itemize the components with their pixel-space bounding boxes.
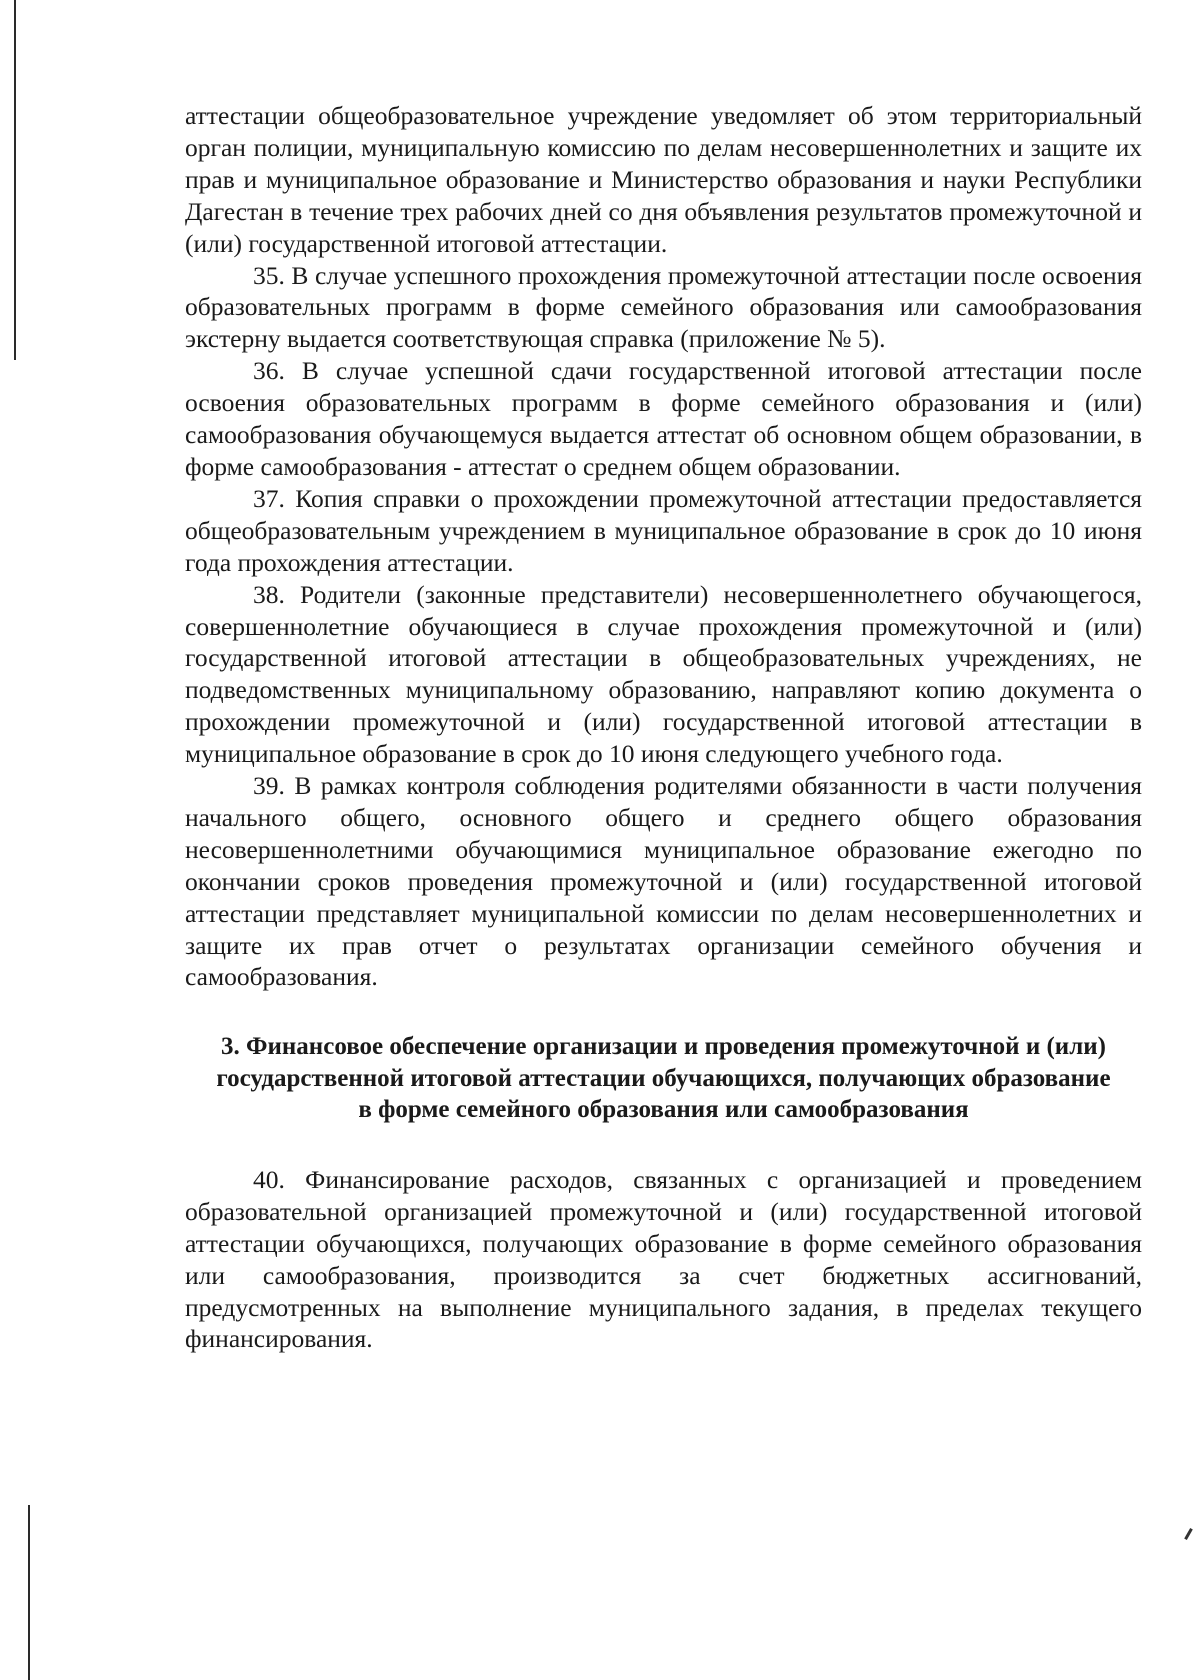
paragraph-40: 40. Финансирование расходов, связанных с организацией и проведением образовательной организацией промежуточной и (или) государственной итоговой аттестации обучающихся, получающих образование в форме семейного образования или самообразования, производится за счет бюджетных ассигнований, предусмотренных на выполнение муниципального задания, в пределах текущего финансирования. — [185, 1164, 1142, 1354]
section-heading: 3. Финансовое обеспечение организации и проведения промежуточной и (или) государственной итоговой аттестации обучающихся, получающих образование в форме семейного образования или самообразования — [216, 1033, 1111, 1124]
scan-edge-line-bottom — [28, 1505, 30, 1680]
paragraph-36: 36. В случае успешной сдачи государственной итоговой аттестации после освоения образовательных программ в форме семейного образования и (или) самообразования обучающемуся выдается аттестат об основном общем образовании, в форме самообразования - аттестат о среднем общем образовании. — [185, 356, 1142, 481]
scan-edge-line-top — [14, 0, 16, 360]
paragraph-39: 39. В рамках контроля соблюдения родителями обязанности в части получения начального общего, основного общего и среднего общего образования несовершеннолетними обучающимися муниципальное образование ежегодно по окончании сроков проведения промежуточной и (или) государственной итоговой аттестации представляет муниципальной комиссии по делам несовершеннолетних и защите их прав отчет о результатах организации семейного обучения и самообразования. — [185, 771, 1142, 992]
paragraph-continuation: аттестации общеобразовательное учреждение уведомляет об этом территориальный орган полиции, муниципальную комиссию по делам несовершеннолетних и защите их прав и муниципальное образование и Министерство образования и науки Республики Дагестан в течение трех рабочих дней со дня объявления результатов промежуточной и (или) государственной итоговой аттестации. — [185, 101, 1142, 258]
document-body — [185, 100, 1142, 1355]
scan-mark — [1184, 1528, 1193, 1540]
paragraph-37: 37. Копия справки о прохождении промежуточной аттестации предоставляется общеобразовательным учреждением в муниципальное образование в срок до 10 июня года прохождения аттестации. — [185, 483, 1142, 577]
paragraph-35: 35. В случае успешного прохождения промежуточной аттестации после освоения образовательных программ в форме семейного образования или самообразования экстерну выдается соответствующая справка (приложение № 5). — [185, 260, 1142, 354]
paragraph-38: 38. Родители (законные представители) несовершеннолетнего обучающегося, совершеннолетние обучающиеся в случае прохождения промежуточной и (или) государственной итоговой аттестации в общеобразовательных учреждениях, не подведомственных муниципальному образованию, направляют копию документа о прохождении промежуточной и (или) государственной итоговой аттестации в муниципальное образование в срок до 10 июня следующего учебного года. — [185, 579, 1142, 769]
